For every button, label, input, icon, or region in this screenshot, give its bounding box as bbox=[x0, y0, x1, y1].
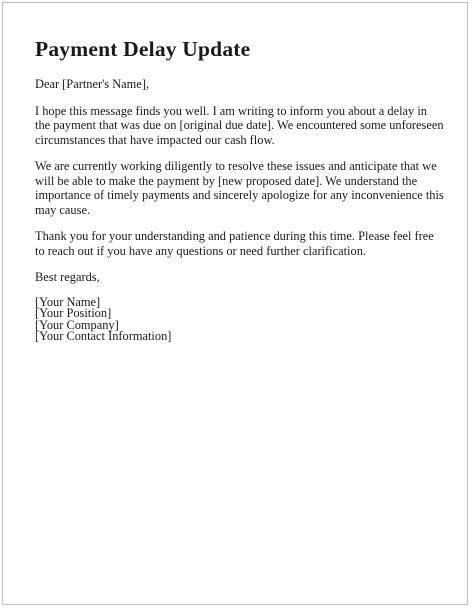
letter-paragraph: I hope this message finds you well. I am writing to inform you about a delay in the payment that was due on [original due date]. We encountered some unforeseen circumstances that have impacted our cash flow. bbox=[35, 103, 444, 147]
signature-block bbox=[35, 294, 445, 343]
signature-name: [Your Name] bbox=[35, 294, 101, 309]
letter-content bbox=[35, 33, 445, 343]
letter-page bbox=[2, 2, 468, 605]
letter-closing: Best regards, bbox=[35, 270, 100, 284]
signature-company: [Your Company] bbox=[35, 317, 119, 332]
signature-position: [Your Position] bbox=[35, 306, 112, 320]
letter-greeting: Dear [Partner's Name], bbox=[35, 77, 150, 91]
signature-contact: [Your Contact Information] bbox=[35, 329, 172, 343]
letter-paragraph: Thank you for your understanding and patience during this time. Please feel free to reach out if you have any questions or need further clarification. bbox=[35, 229, 434, 258]
letter-title: Payment Delay Update bbox=[35, 37, 251, 61]
letter-paragraph: We are currently working diligently to resolve these issues and anticipate that we will be able to make the payment by [new proposed date]. We understand the importance of timely payments and sincerely apologize for any inconvenience this may cause. bbox=[35, 159, 444, 217]
